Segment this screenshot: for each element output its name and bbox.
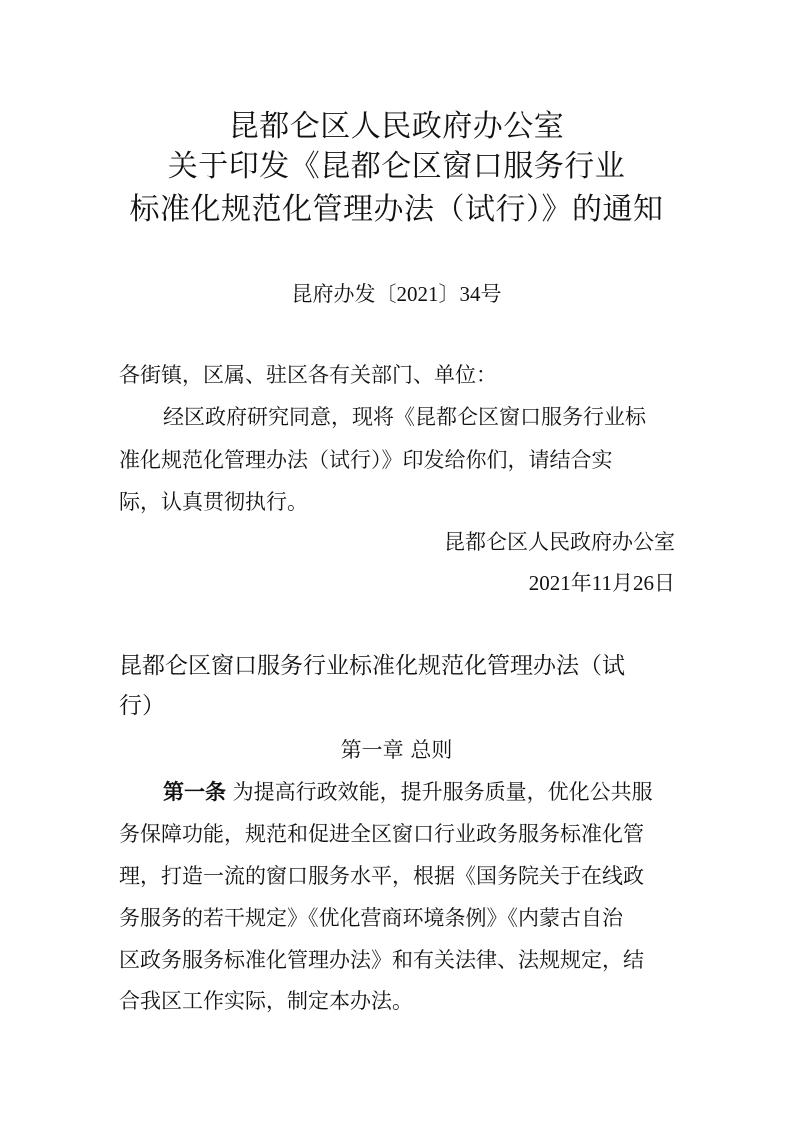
- body-line-2: 准化规范化管理办法（试行）》印发给你们，请结合实: [119, 448, 613, 472]
- title-line-3: 标准化规范化管理办法（试行）》的通知: [129, 192, 664, 227]
- issue-date: 2021年11月26日: [528, 571, 675, 595]
- article-1-label: 第一条: [163, 780, 226, 804]
- title-line-2: 关于印发《昆都仑区窗口服务行业: [167, 149, 626, 184]
- body-line-1: 经区政府研究同意，现将《昆都仑区窗口服务行业标: [163, 405, 646, 429]
- document-number: 昆府办发〔2021〕34号: [291, 282, 502, 306]
- article-1-line-4: 务服务的若干规定》《优化营商环境条例》《内蒙古自治: [119, 906, 623, 930]
- article-1-line-6: 合我区工作实际，制定本办法。: [119, 989, 413, 1013]
- article-1-line-2: 务保障功能，规范和促进全区窗口行业政务服务标准化管: [119, 822, 644, 846]
- body-line-3: 际，认真贯彻执行。: [119, 490, 308, 514]
- measure-title-line-2: 行）: [119, 693, 165, 719]
- issuer-signature: 昆都仑区人民政府办公室: [444, 530, 675, 554]
- chapter-heading: 第一章 总则: [340, 738, 453, 762]
- article-1-line-1: [163, 777, 653, 807]
- addressee: 各街镇，区属、驻区各有关部门、单位：: [119, 363, 497, 387]
- title-line-1: 昆都仑区人民政府办公室: [228, 109, 565, 144]
- measure-title-line-1: 昆都仑区窗口服务行业标准化规范化管理办法（试: [119, 653, 625, 679]
- article-1-line-3: 理，打造一流的窗口服务水平，根据《国务院关于在线政: [119, 864, 644, 888]
- article-1-line-1-text: 为提高行政效能，提升服务质量，优化公共服: [226, 780, 653, 804]
- article-1-line-5: 区政务服务标准化管理办法》和有关法律、法规规定，结: [119, 948, 644, 972]
